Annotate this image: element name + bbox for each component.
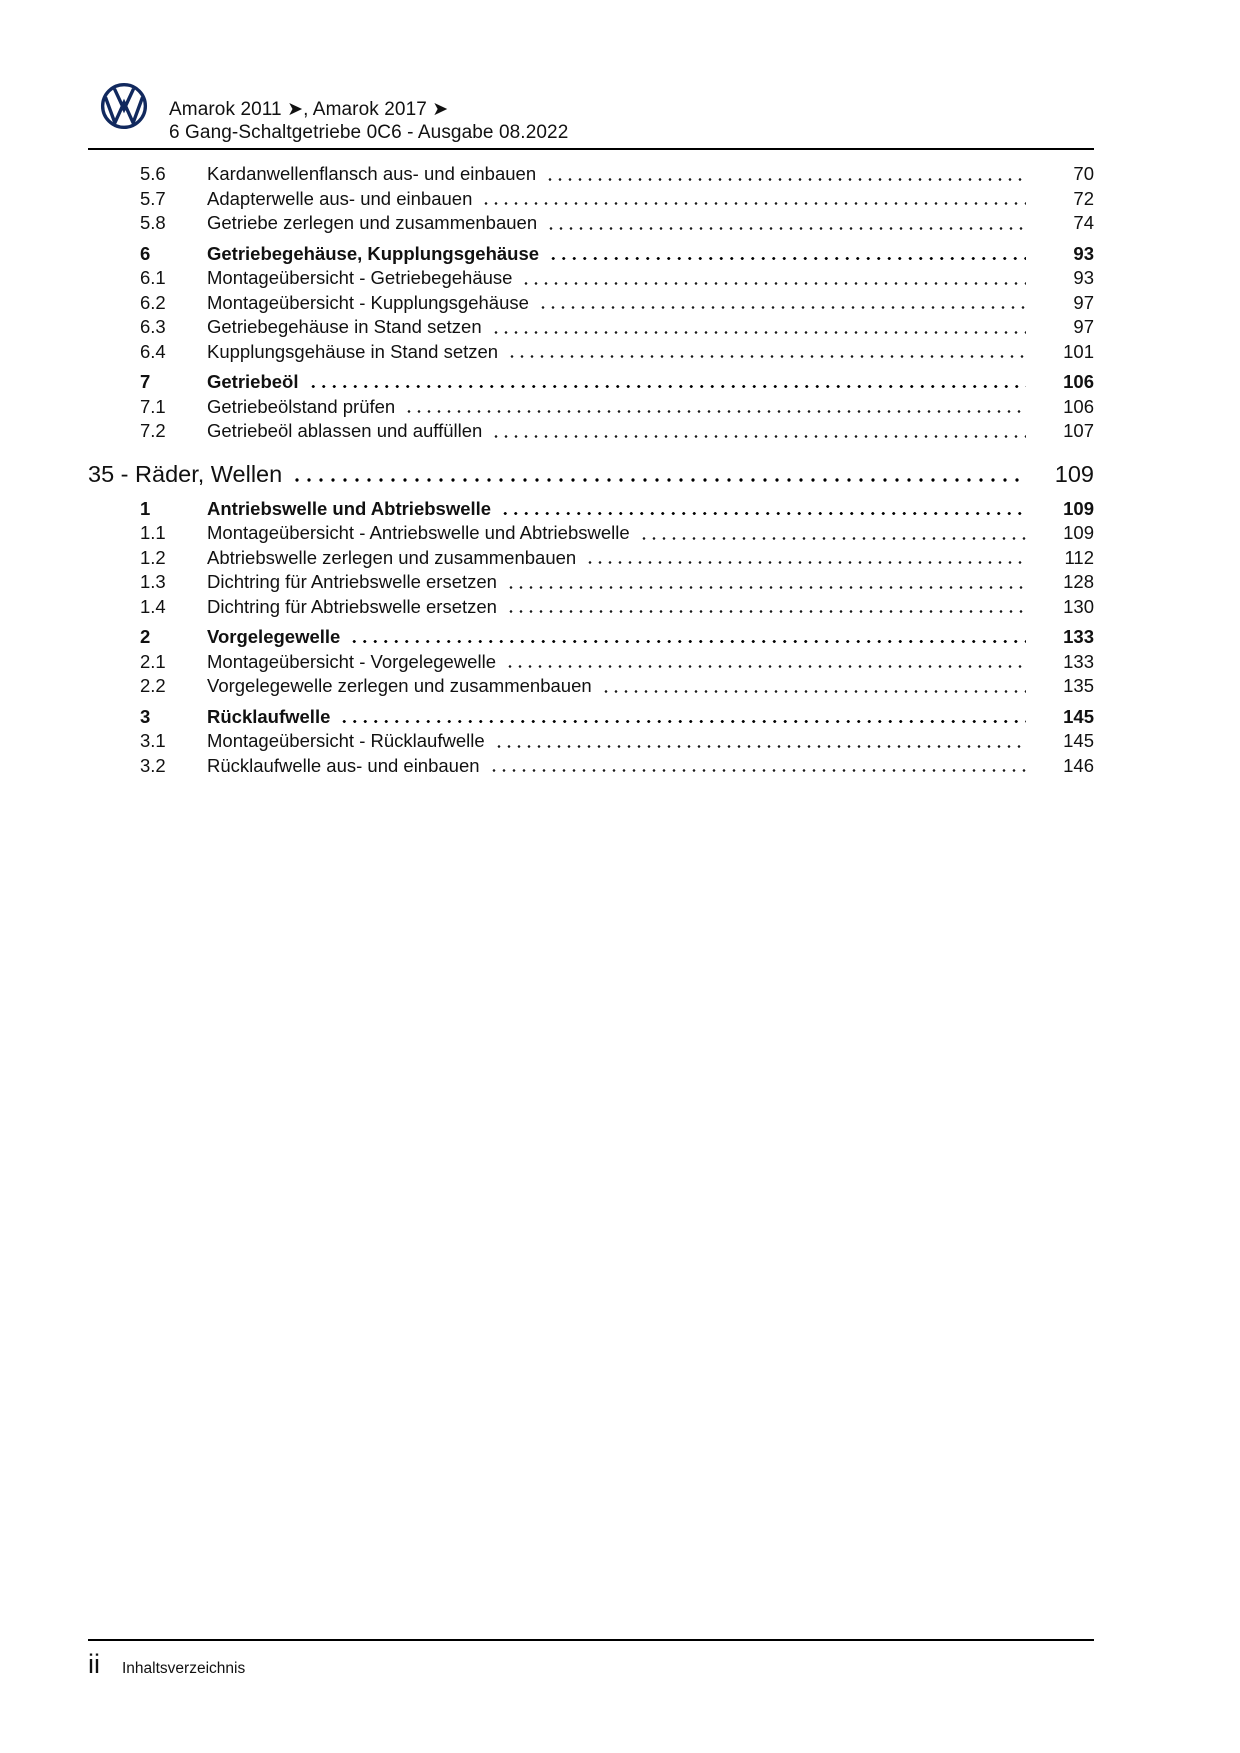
entry-title: 35 - Räder, Wellen — [88, 460, 283, 487]
entry-title: Kupplungsgehäuse in Stand setzen — [207, 340, 499, 362]
entry-page-number: 146 — [1063, 754, 1094, 776]
entry-title: Montageübersicht - Antriebswelle und Abtriebswelle — [207, 522, 630, 543]
entry-page-number: 97 — [1073, 316, 1094, 337]
entry-title: Getriebeöl — [207, 371, 299, 392]
entry-number: 6.1 — [140, 267, 166, 288]
entry-title: Dichtring für Abtriebswelle ersetzen — [207, 595, 497, 617]
entry-number: 6.3 — [140, 316, 166, 337]
toc-entry — [88, 370, 1094, 395]
entry-number: 6.2 — [140, 291, 166, 313]
leader-dots — [481, 187, 1026, 212]
toc-entry — [88, 266, 1094, 291]
entry-title: Montageübersicht - Kupplungsgehäuse — [207, 291, 529, 313]
leader-dots — [521, 266, 1026, 291]
entry-number: 1.1 — [140, 522, 166, 543]
toc-entry — [88, 187, 1094, 212]
entry-number: 1.3 — [140, 571, 166, 592]
entry-title: Montageübersicht - Rücklaufwelle — [207, 730, 485, 751]
toc-entry — [88, 729, 1094, 754]
toc-entry — [88, 497, 1094, 522]
entry-page-number: 93 — [1073, 267, 1094, 288]
entry-title: Adapterwelle aus- und einbauen — [207, 187, 473, 209]
vw-logo-icon — [100, 82, 148, 130]
entry-page-number: 133 — [1063, 650, 1094, 672]
entry-page-number: 133 — [1063, 626, 1094, 647]
entry-number: 6 — [140, 242, 151, 264]
header-rule — [88, 148, 1094, 150]
entry-page-number: 109 — [1063, 522, 1094, 543]
leader-dots — [639, 521, 1026, 546]
entry-title: Getriebeöl ablassen und auffüllen — [207, 420, 483, 441]
entry-number: 2.2 — [140, 675, 166, 696]
leader-dots — [291, 459, 1026, 490]
entry-page-number: 97 — [1073, 291, 1094, 313]
leader-dots — [507, 340, 1026, 365]
entry-title: Montageübersicht - Vorgelegewelle — [207, 650, 496, 672]
toc-entry — [88, 211, 1094, 236]
leader-dots — [500, 497, 1026, 522]
footer-section-label: Inhaltsverzeichnis — [122, 1660, 246, 1677]
leader-dots — [489, 754, 1026, 779]
entry-title: Kardanwellenflansch aus- und einbauen — [207, 163, 537, 184]
leader-dots — [538, 291, 1026, 316]
entry-page-number: 145 — [1063, 705, 1094, 727]
entry-number: 3.1 — [140, 730, 166, 751]
entry-title: Getriebeölstand prüfen — [207, 395, 396, 417]
entry-number: 7.1 — [140, 395, 166, 417]
leader-dots — [546, 211, 1026, 236]
header-model-line: Amarok 2011 ➤, Amarok 2017 ➤ — [169, 99, 449, 120]
entry-page-number: 70 — [1073, 163, 1094, 184]
entry-title: Rücklaufwelle — [207, 705, 331, 727]
leader-dots — [404, 395, 1026, 420]
toc-entry — [88, 521, 1094, 546]
leader-dots — [505, 650, 1026, 675]
entry-number: 1.4 — [140, 595, 166, 617]
toc-entry — [88, 546, 1094, 571]
toc-entry — [88, 650, 1094, 675]
entry-title: Vorgelegewelle zerlegen und zusammenbauen — [207, 675, 592, 696]
entry-page-number: 135 — [1063, 675, 1094, 696]
leader-dots — [339, 705, 1026, 730]
entry-title: Vorgelegewelle — [207, 626, 341, 647]
entry-number: 3.2 — [140, 754, 166, 776]
leader-dots — [545, 162, 1026, 187]
entry-number: 5.6 — [140, 163, 166, 184]
toc-entry — [88, 570, 1094, 595]
leader-dots — [349, 625, 1026, 650]
entry-number: 7 — [140, 371, 151, 392]
leader-dots — [585, 546, 1026, 571]
leader-dots — [491, 315, 1026, 340]
leader-dots — [494, 729, 1026, 754]
entry-page-number: 74 — [1073, 212, 1094, 233]
toc-entry — [88, 291, 1094, 316]
entry-page-number: 145 — [1063, 730, 1094, 751]
entry-page-number: 93 — [1073, 242, 1094, 264]
document-header — [169, 99, 568, 144]
entry-page-number: 109 — [1063, 497, 1094, 519]
entry-title: Getriebe zerlegen und zusammenbauen — [207, 212, 538, 233]
leader-dots — [506, 595, 1026, 620]
entry-number: 7.2 — [140, 420, 166, 441]
entry-number: 1 — [140, 497, 151, 519]
footer-rule — [88, 1639, 1094, 1641]
toc-entry — [88, 625, 1094, 650]
entry-page-number: 109 — [1054, 460, 1094, 487]
toc-entry — [88, 595, 1094, 620]
leader-dots — [548, 242, 1026, 267]
entry-page-number: 112 — [1064, 546, 1094, 568]
toc-entry — [88, 315, 1094, 340]
header-subtitle-line: 6 Gang-Schaltgetriebe 0C6 - Ausgabe 08.2022 — [169, 121, 569, 143]
entry-title: Abtriebswelle zerlegen und zusammenbauen — [207, 546, 577, 568]
entry-page-number: 128 — [1063, 571, 1094, 592]
entry-title: Dichtring für Antriebswelle ersetzen — [207, 571, 497, 592]
entry-title: Rücklaufwelle aus- und einbauen — [207, 754, 480, 776]
toc-entry — [88, 340, 1094, 365]
toc-entry — [88, 162, 1094, 187]
entry-title: Getriebegehäuse, Kupplungsgehäuse — [207, 242, 540, 264]
toc-entry — [88, 705, 1094, 730]
entry-page-number: 107 — [1063, 420, 1094, 441]
entry-number: 1.2 — [140, 546, 166, 568]
entry-page-number: 106 — [1063, 395, 1094, 417]
entry-page-number: 72 — [1073, 187, 1094, 209]
toc-chapter-heading — [88, 459, 1094, 490]
leader-dots — [308, 370, 1027, 395]
toc-entry — [88, 242, 1094, 267]
leader-dots — [506, 570, 1026, 595]
toc-entry — [88, 754, 1094, 779]
entry-title: Antriebswelle und Abtriebswelle — [207, 497, 492, 519]
entry-title: Montageübersicht - Getriebegehäuse — [207, 267, 513, 288]
toc-entry — [88, 674, 1094, 699]
entry-number: 2.1 — [140, 650, 166, 672]
entry-page-number: 130 — [1063, 595, 1094, 617]
footer-page-number: ii — [88, 1649, 100, 1679]
entry-title: Getriebegehäuse in Stand setzen — [207, 316, 482, 337]
leader-dots — [601, 674, 1026, 699]
entry-number: 5.8 — [140, 212, 166, 233]
toc-entry — [88, 419, 1094, 444]
entry-number: 5.7 — [140, 187, 166, 209]
entry-number: 2 — [140, 626, 151, 647]
page-footer — [88, 1649, 245, 1679]
entry-number: 3 — [140, 705, 151, 727]
leader-dots — [491, 419, 1026, 444]
entry-number: 6.4 — [140, 340, 166, 362]
entry-page-number: 101 — [1063, 340, 1094, 362]
entry-page-number: 106 — [1063, 371, 1094, 392]
table-of-contents — [88, 162, 1094, 778]
toc-entry — [88, 395, 1094, 420]
